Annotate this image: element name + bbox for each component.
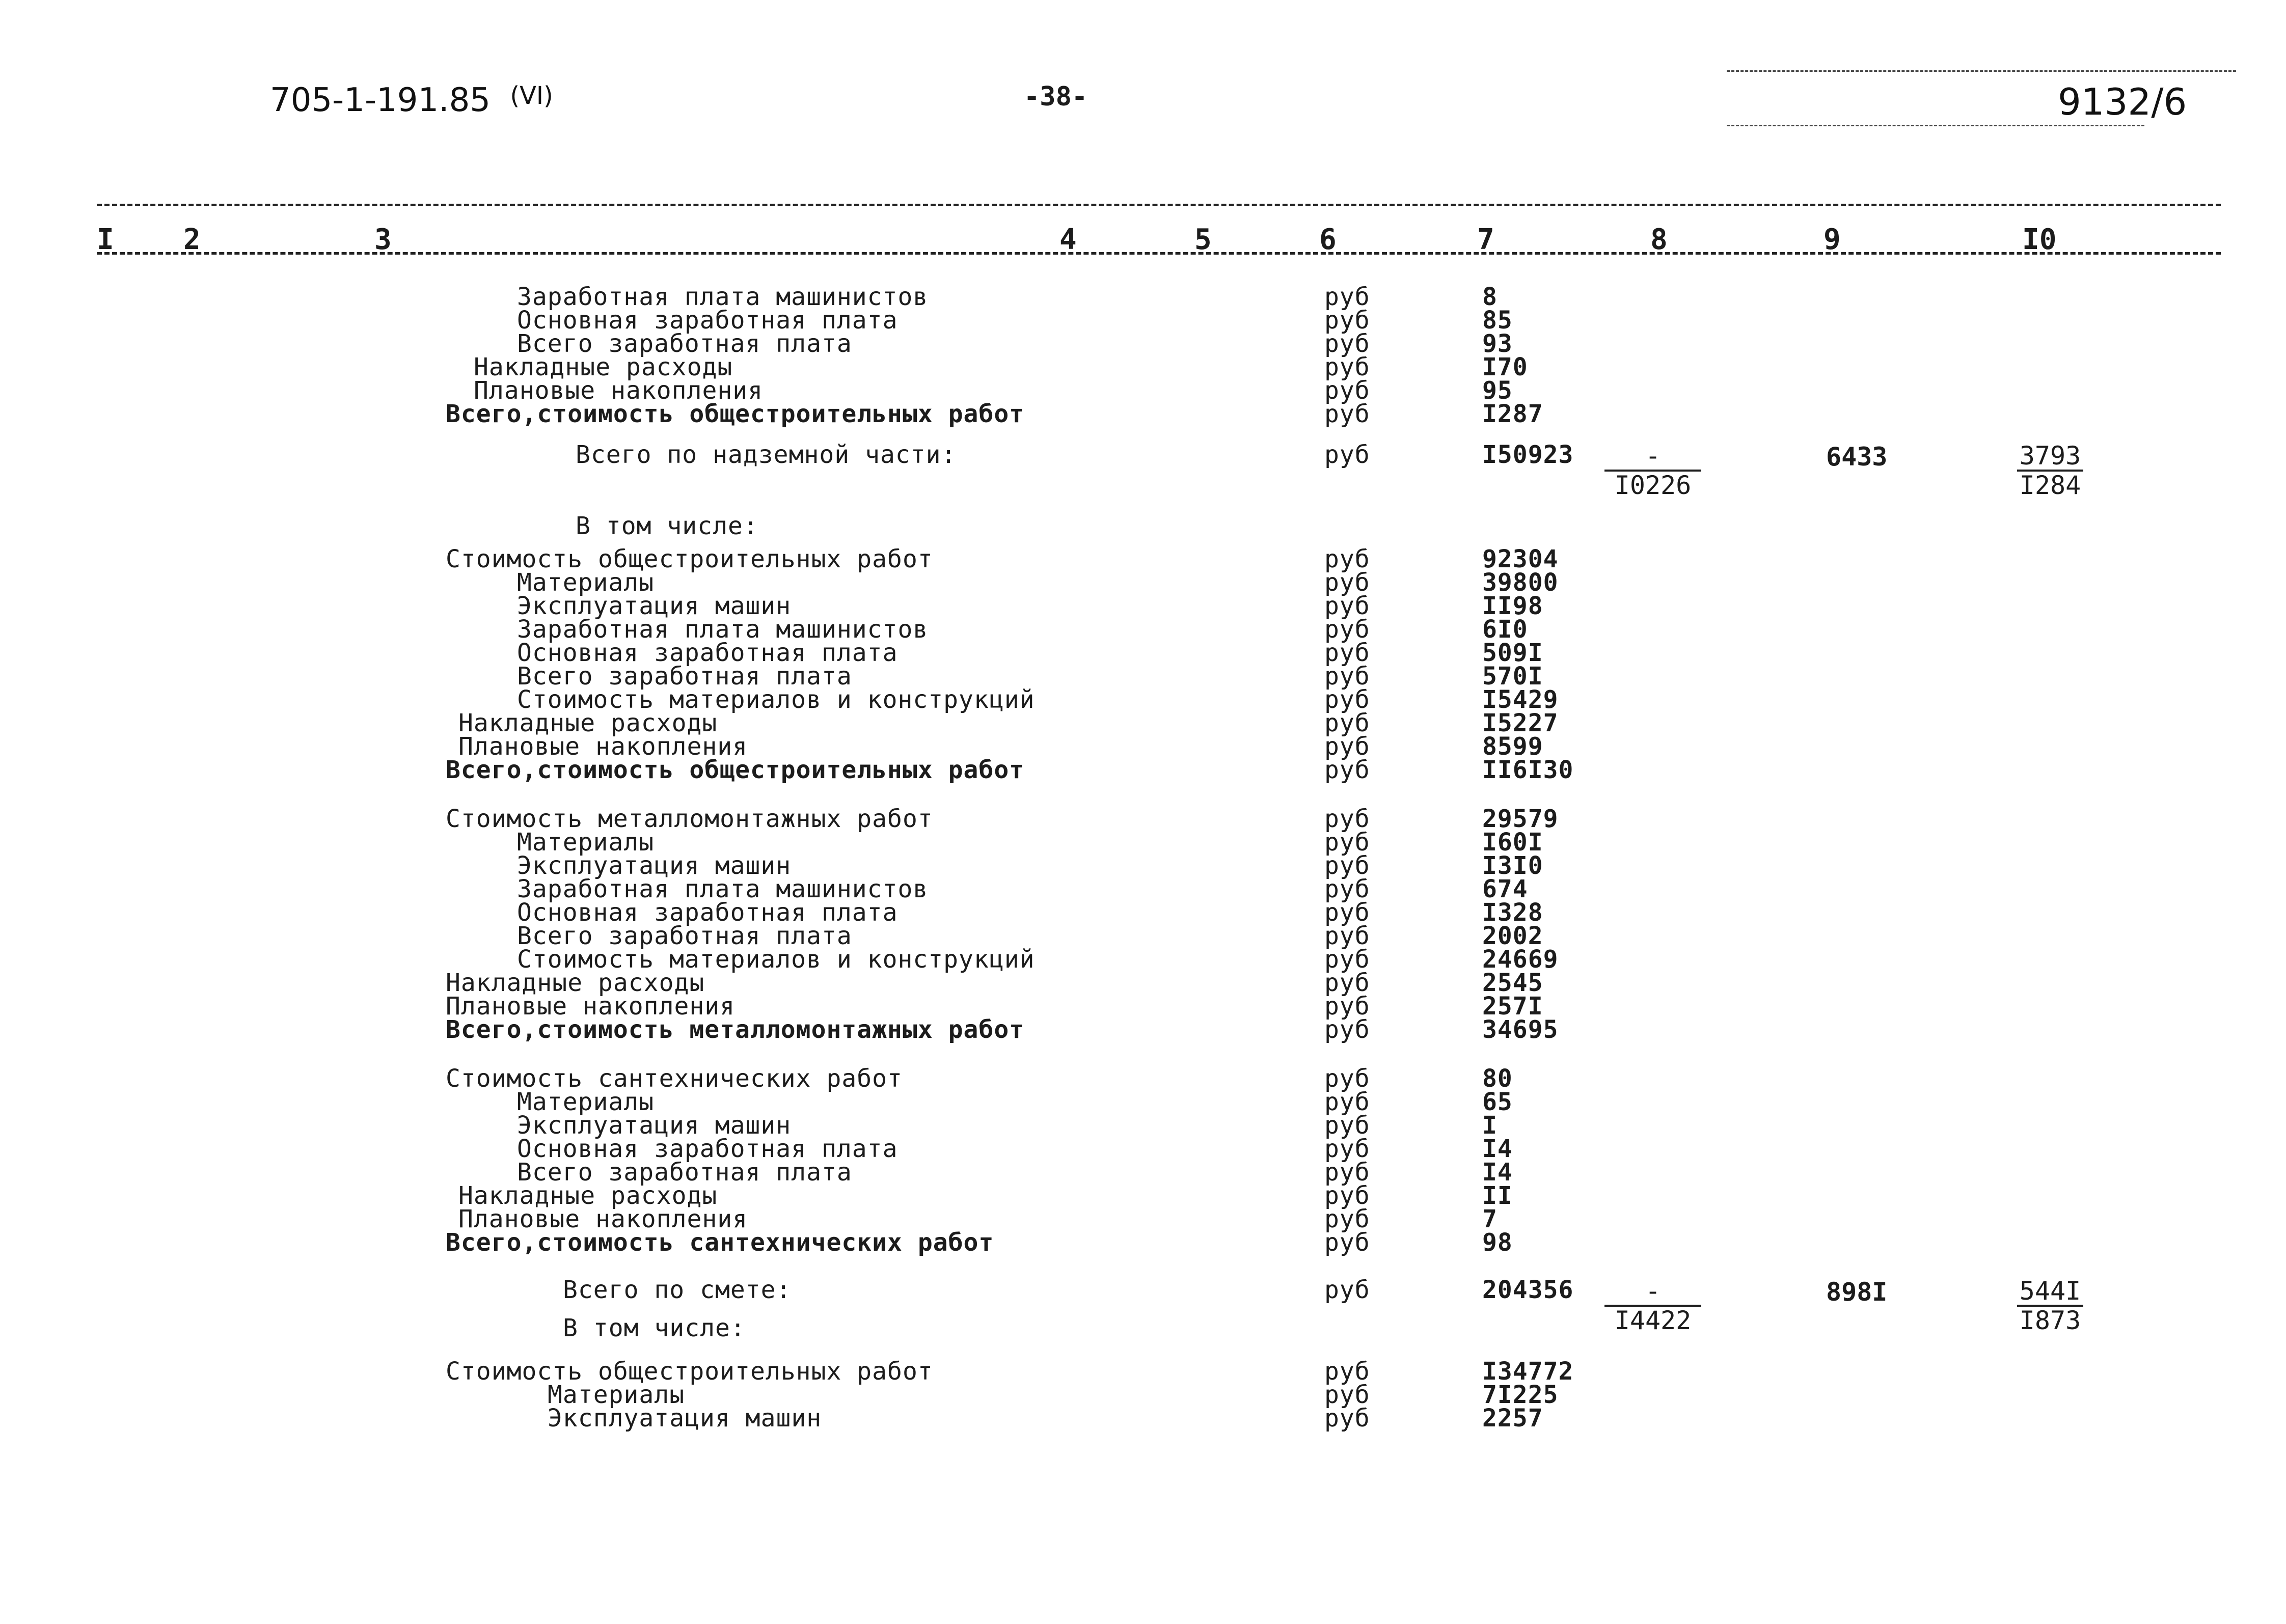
- row-unit: руб: [1324, 306, 1370, 335]
- row-value: 6I0: [1482, 615, 1528, 644]
- row-label: Заработная плата машинистов: [517, 875, 929, 903]
- row-label: Материалы: [517, 568, 655, 597]
- column-number: 4: [1059, 223, 1077, 256]
- total-col10: [2017, 1277, 2083, 1334]
- row-label: Стоимость общестроительных работ: [446, 1357, 933, 1386]
- total-unit: руб: [1324, 1276, 1370, 1304]
- row-unit: руб: [1324, 756, 1370, 784]
- document-code-number: 705-1-191.85: [270, 81, 491, 119]
- row-value: 65: [1482, 1088, 1513, 1116]
- row-value: II: [1482, 1181, 1513, 1210]
- row-label: Накладные расходы: [446, 969, 705, 997]
- column-number: 5: [1194, 223, 1212, 256]
- column-number: 6: [1319, 223, 1337, 256]
- row-value: I328: [1482, 898, 1543, 927]
- row-label: Всего заработная плата: [517, 329, 852, 358]
- row-label: Всего заработная плата: [517, 1158, 852, 1187]
- row-unit: руб: [1324, 1158, 1370, 1187]
- row-unit: руб: [1324, 545, 1370, 573]
- row-value: 39800: [1482, 568, 1559, 597]
- row-value: I5227: [1482, 709, 1559, 737]
- row-label: Плановые накопления: [458, 732, 748, 761]
- row-value: I287: [1482, 400, 1543, 428]
- row-value: 93: [1482, 329, 1513, 358]
- row-label: Материалы: [517, 1088, 655, 1116]
- row-label: Основная заработная плата: [517, 1135, 898, 1163]
- fraction-numerator: 544I: [2017, 1277, 2083, 1307]
- row-value: 2002: [1482, 922, 1543, 950]
- row-value: 98: [1482, 1228, 1513, 1257]
- row-value: II98: [1482, 592, 1543, 620]
- row-unit: руб: [1324, 1205, 1370, 1233]
- row-label: Заработная плата машинистов: [517, 615, 929, 644]
- row-unit: руб: [1324, 353, 1370, 381]
- row-value: 85: [1482, 306, 1513, 335]
- column-number: 2: [183, 223, 201, 256]
- row-label: Накладные расходы: [458, 1181, 718, 1210]
- row-unit: руб: [1324, 1381, 1370, 1409]
- row-value: I: [1482, 1111, 1498, 1140]
- row-unit: руб: [1324, 592, 1370, 620]
- fraction-numerator: 3793: [2017, 442, 2083, 472]
- row-value: I4: [1482, 1135, 1513, 1163]
- row-label: Основная заработная плата: [517, 898, 898, 927]
- row-value: 509I: [1482, 639, 1543, 667]
- fraction-numerator: -: [1604, 1277, 1701, 1307]
- row-value: 80: [1482, 1064, 1513, 1093]
- row-unit: руб: [1324, 1228, 1370, 1257]
- row-unit: руб: [1324, 851, 1370, 880]
- row-unit: руб: [1324, 732, 1370, 761]
- total-unit: руб: [1324, 441, 1370, 469]
- row-value: I4: [1482, 1158, 1513, 1187]
- row-value: 95: [1482, 376, 1513, 405]
- page-number: -38-: [1024, 81, 1088, 112]
- row-unit: руб: [1324, 615, 1370, 644]
- row-value: I34772: [1482, 1357, 1574, 1386]
- column-number: 7: [1477, 223, 1494, 256]
- row-value: 8599: [1482, 732, 1543, 761]
- including-heading: В том числе:: [576, 512, 758, 540]
- row-unit: руб: [1324, 329, 1370, 358]
- total-label: Всего по смете:: [563, 1276, 792, 1304]
- total-col9: 6433: [1826, 442, 1888, 472]
- row-unit: руб: [1324, 805, 1370, 833]
- header-rule-top: [1727, 70, 2236, 72]
- row-unit: руб: [1324, 945, 1370, 974]
- row-unit: руб: [1324, 898, 1370, 927]
- row-value: 24669: [1482, 945, 1559, 974]
- row-unit: руб: [1324, 1404, 1370, 1433]
- row-label: Накладные расходы: [458, 709, 718, 737]
- row-value: I60I: [1482, 828, 1543, 857]
- row-value: I70: [1482, 353, 1528, 381]
- row-label: Всего,стоимость общестроительных работ: [446, 756, 1025, 784]
- row-label: Эксплуатация машин: [517, 592, 792, 620]
- fraction-denominator: I284: [2019, 471, 2081, 500]
- row-value: 29579: [1482, 805, 1559, 833]
- row-value: 570I: [1482, 662, 1543, 691]
- total-col8: [1604, 1277, 1701, 1334]
- row-unit: руб: [1324, 875, 1370, 903]
- row-unit: руб: [1324, 376, 1370, 405]
- row-value: 2545: [1482, 969, 1543, 997]
- row-value: I3I0: [1482, 851, 1543, 880]
- total-col10: [2017, 442, 2083, 499]
- row-unit: руб: [1324, 1357, 1370, 1386]
- row-label: Всего,стоимость металломонтажных работ: [446, 1015, 1025, 1044]
- fraction-denominator: I0226: [1614, 471, 1692, 500]
- row-unit: руб: [1324, 662, 1370, 691]
- row-label: Эксплуатация машин: [517, 1111, 792, 1140]
- total-col8: [1604, 442, 1701, 499]
- header-bottom-rule: [97, 252, 2221, 255]
- row-unit: руб: [1324, 639, 1370, 667]
- row-unit: руб: [1324, 568, 1370, 597]
- row-unit: руб: [1324, 1015, 1370, 1044]
- row-value: 7: [1482, 1205, 1498, 1233]
- row-value: 8: [1482, 283, 1498, 311]
- total-value: I50923: [1482, 441, 1574, 469]
- row-label: Материалы: [517, 828, 655, 857]
- total-value: 204356: [1482, 1276, 1574, 1304]
- fraction-denominator: I873: [2019, 1306, 2081, 1335]
- column-number: 9: [1824, 223, 1841, 256]
- sheet-number: 9132/6: [2058, 80, 2187, 123]
- row-label: Накладные расходы: [474, 353, 733, 381]
- column-number: 8: [1650, 223, 1668, 256]
- row-value: 674: [1482, 875, 1528, 903]
- column-number: I: [97, 223, 114, 256]
- row-label: Заработная плата машинистов: [517, 283, 929, 311]
- row-unit: руб: [1324, 1064, 1370, 1093]
- total-col9: 898I: [1826, 1277, 1888, 1307]
- fraction-numerator: -: [1604, 442, 1701, 472]
- row-unit: руб: [1324, 992, 1370, 1021]
- row-value: 34695: [1482, 1015, 1559, 1044]
- row-label: Всего заработная плата: [517, 662, 852, 691]
- total-label: Всего по надземной части:: [576, 441, 957, 469]
- row-unit: руб: [1324, 969, 1370, 997]
- row-unit: руб: [1324, 922, 1370, 950]
- fraction-denominator: I4422: [1614, 1306, 1692, 1335]
- row-label: Стоимость общестроительных работ: [446, 545, 933, 573]
- row-unit: руб: [1324, 1181, 1370, 1210]
- row-unit: руб: [1324, 828, 1370, 857]
- row-label: Стоимость материалов и конструкций: [517, 945, 1035, 974]
- row-label: Стоимость материалов и конструкций: [517, 685, 1035, 714]
- row-label: Плановые накопления: [446, 992, 736, 1021]
- row-label: Материалы: [548, 1381, 685, 1409]
- row-unit: руб: [1324, 1088, 1370, 1116]
- row-value: II6I30: [1482, 756, 1574, 784]
- including-heading: В том числе:: [563, 1314, 746, 1342]
- row-label: Стоимость металломонтажных работ: [446, 805, 933, 833]
- row-label: Эксплуатация машин: [548, 1404, 822, 1433]
- row-value: I5429: [1482, 685, 1559, 714]
- document-code-suffix: (VI): [510, 81, 553, 110]
- row-unit: руб: [1324, 1111, 1370, 1140]
- row-label: Всего заработная плата: [517, 922, 852, 950]
- row-value: 7I225: [1482, 1381, 1559, 1409]
- row-unit: руб: [1324, 685, 1370, 714]
- row-label: Всего,стоимость общестроительных работ: [446, 400, 1025, 428]
- document-code: [270, 81, 553, 119]
- column-number: 3: [374, 223, 392, 256]
- row-label: Основная заработная плата: [517, 639, 898, 667]
- row-label: Плановые накопления: [458, 1205, 748, 1233]
- row-unit: руб: [1324, 283, 1370, 311]
- row-unit: руб: [1324, 1135, 1370, 1163]
- row-label: Эксплуатация машин: [517, 851, 792, 880]
- row-value: 257I: [1482, 992, 1543, 1021]
- row-unit: руб: [1324, 400, 1370, 428]
- header-top-rule: [97, 204, 2221, 206]
- row-value: 2257: [1482, 1404, 1543, 1433]
- header-rule-bottom: [1727, 125, 2144, 126]
- row-unit: руб: [1324, 709, 1370, 737]
- row-label: Плановые накопления: [474, 376, 764, 405]
- row-label: Основная заработная плата: [517, 306, 898, 335]
- row-label: Стоимость сантехнических работ: [446, 1064, 903, 1093]
- column-number: I0: [2022, 223, 2057, 256]
- row-label: Всего,стоимость сантехнических работ: [446, 1228, 994, 1257]
- row-value: 92304: [1482, 545, 1559, 573]
